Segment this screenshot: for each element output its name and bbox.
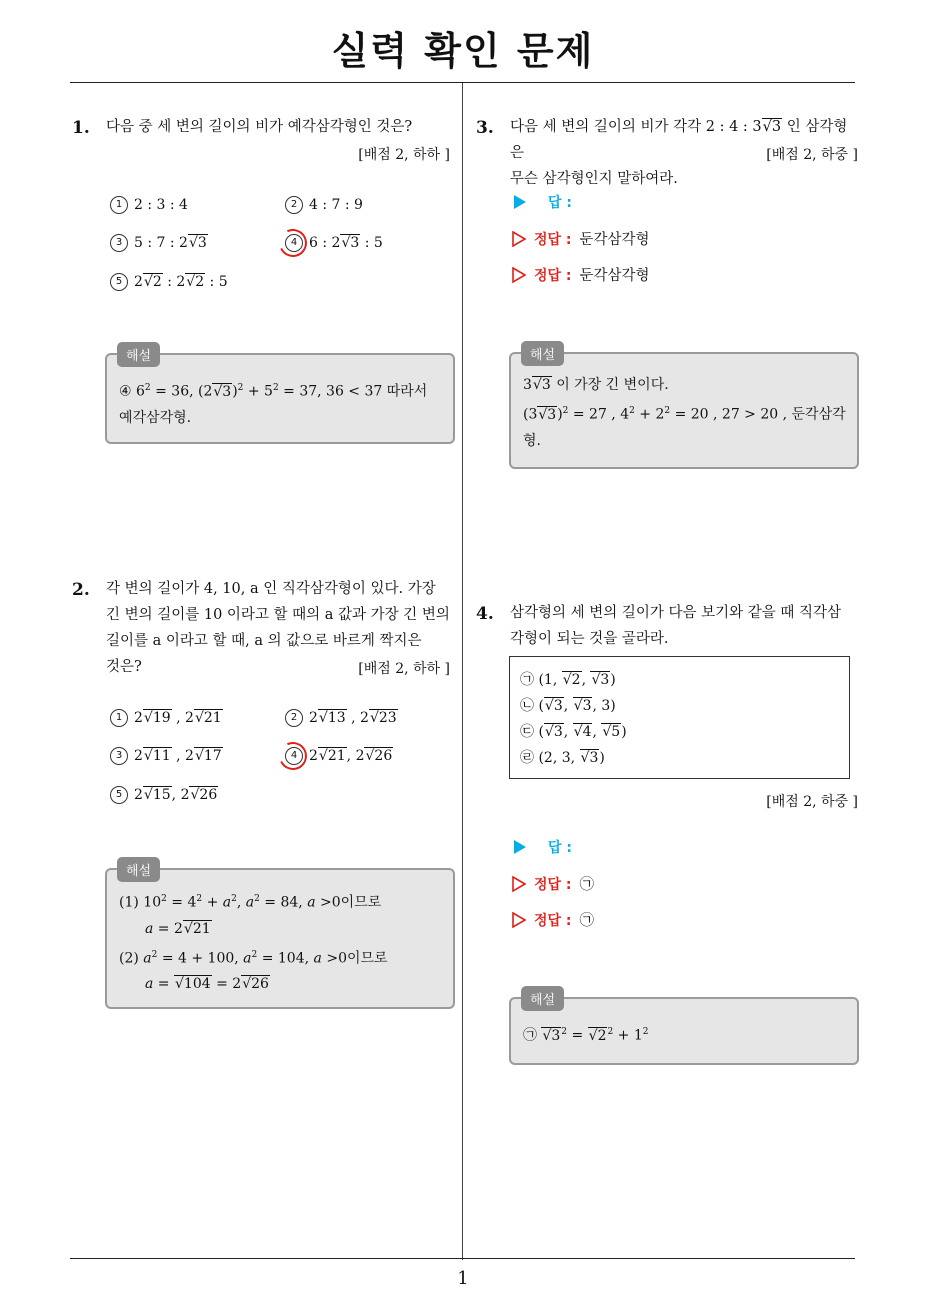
- q1-explanation-box: [105, 353, 455, 444]
- play-icon: [514, 840, 526, 854]
- answer-circle-mark: [275, 225, 311, 261]
- q1-option-1[interactable]: 1 2 : 3 : 4: [110, 196, 188, 214]
- q3-explanation-box: [509, 352, 859, 469]
- q2-explanation-line-3: (2) $a^2 = 4 + 100$, $a^2 = 104$, a >0이므로: [119, 949, 388, 967]
- q2-option-4[interactable]: 4 2√21, 2√26: [285, 747, 393, 765]
- bogi-item-4: ㉣ (2, 3, √3): [520, 750, 605, 766]
- option-number: 2: [285, 196, 303, 214]
- q2-explanation-line-2: a = 2√21: [145, 920, 211, 937]
- q3-text: 다음 세 변의 길이의 비가 각각 2 : 4 : 3√3 인 삼각형은 무슨 삼각형인지 말하여라.: [510, 119, 848, 187]
- q3-number: 3.: [476, 118, 494, 138]
- q2-explanation-line-4: a = √104 = 2√26: [145, 976, 269, 993]
- option-number: 4: [285, 234, 303, 252]
- q1-number: 1.: [72, 118, 90, 138]
- q4-number: 4.: [476, 604, 494, 624]
- q2-text: 각 변의 길이가 4, 10, a 인 직각삼각형이 있다. 가장 긴 변의 길이를 10 이라고 할 때의 a 값과 가장 긴 변의 길이를 a 이라고 할 때, a 의 값으로 바르게 짝지은 것은?: [106, 581, 450, 675]
- q1-option-4[interactable]: 4 6 : 2√3 : 5: [285, 234, 383, 252]
- column-divider: [462, 83, 463, 1260]
- bogi-item-3: ㉢ (√3, √4, √5): [520, 724, 627, 740]
- option-number: 1: [110, 196, 128, 214]
- q4-explanation-line-1: ㉠ $√3^2 = √2^2 + 1^2$: [523, 1027, 649, 1044]
- page-number: 1: [457, 1268, 469, 1289]
- q4-meta: [배점 2, 하중 ]: [766, 794, 858, 810]
- q1-text: 다음 중 세 변의 길이의 비가 예각삼각형인 것은?: [106, 119, 413, 135]
- q1-explanation-tag: 해설: [117, 342, 160, 367]
- q4-answer-row[interactable]: 답 :: [514, 837, 572, 857]
- bottom-divider: [70, 1258, 855, 1259]
- outline-triangle-icon: [512, 231, 526, 247]
- bogi-item-2: ㉡ (√3, √3, 3): [520, 698, 616, 714]
- q2-option-2[interactable]: 2 2√13 , 2√23: [285, 709, 398, 727]
- q4-correct-row-1: 정답 : ㉠: [512, 873, 594, 894]
- option-number: 3: [110, 234, 128, 252]
- q1-option-2[interactable]: 2 4 : 7 : 9: [285, 196, 363, 214]
- outline-triangle-icon: [512, 267, 526, 283]
- q2-option-3[interactable]: 3 2√11 , 2√17: [110, 747, 223, 765]
- q2-explanation-line-1: (1) $10^2 = 4^2 + a^2$, $a^2 = 84$, a >0이므로: [119, 894, 382, 911]
- q3-explanation-tag: 해설: [521, 341, 564, 366]
- play-icon: [514, 195, 526, 209]
- q2-meta: [배점 2, 하하 ]: [358, 661, 450, 677]
- q3-explanation-line-2: $(3√3)^2 = 27$ , $4^2 + 2^2 = 20$ , 27 > 20 , 둔각삼각: [523, 406, 846, 423]
- q2-number: 2.: [72, 580, 90, 600]
- q1-explanation-line-2: 예각삼각형.: [119, 409, 192, 426]
- page-title: 실력 확인 문제: [331, 29, 595, 73]
- option-number: 5: [110, 273, 128, 291]
- q3-explanation-line-1: 3√3 이 가장 긴 변이다.: [523, 377, 669, 393]
- answer-circle-mark: [275, 738, 311, 774]
- q3-explanation-line-3: 형.: [523, 432, 541, 449]
- q4-text: 삼각형의 세 변의 길이가 다음 보기와 같을 때 직각삼 각형이 되는 것을 골라라.: [510, 605, 842, 647]
- q1-explanation-line-1: ④ $6^2 = 36$, $(2√3)^2 + 5^2 = 37$, 36 < 37 따라서: [119, 383, 428, 400]
- q2-explanation-tag: 해설: [117, 857, 160, 882]
- q3-meta: [배점 2, 하중 ]: [766, 147, 858, 163]
- outline-triangle-icon: [512, 876, 526, 892]
- q3-correct-row-1: 정답 : 둔각삼각형: [512, 228, 650, 249]
- q2-option-5[interactable]: 5 2√15, 2√26: [110, 786, 218, 804]
- q3-correct-row-2: 정답 : 둔각삼각형: [512, 264, 650, 285]
- outline-triangle-icon: [512, 912, 526, 928]
- q4-correct-row-2: 정답 : ㉠: [512, 909, 594, 930]
- q1-option-3[interactable]: 3 5 : 7 : 2√3: [110, 234, 208, 252]
- q1-option-5[interactable]: 5 2√2 : 2√2 : 5: [110, 273, 228, 291]
- q2-explanation-box: [105, 868, 455, 1009]
- bogi-item-1: ㉠ (1, √2, √3): [520, 672, 616, 688]
- q4-bogi-box: [509, 656, 850, 779]
- q4-explanation-tag: 해설: [521, 986, 564, 1011]
- q3-answer-row[interactable]: 답 :: [514, 192, 572, 212]
- q2-option-1[interactable]: 1 2√19 , 2√21: [110, 709, 223, 727]
- q1-meta: [배점 2, 하하 ]: [358, 147, 450, 163]
